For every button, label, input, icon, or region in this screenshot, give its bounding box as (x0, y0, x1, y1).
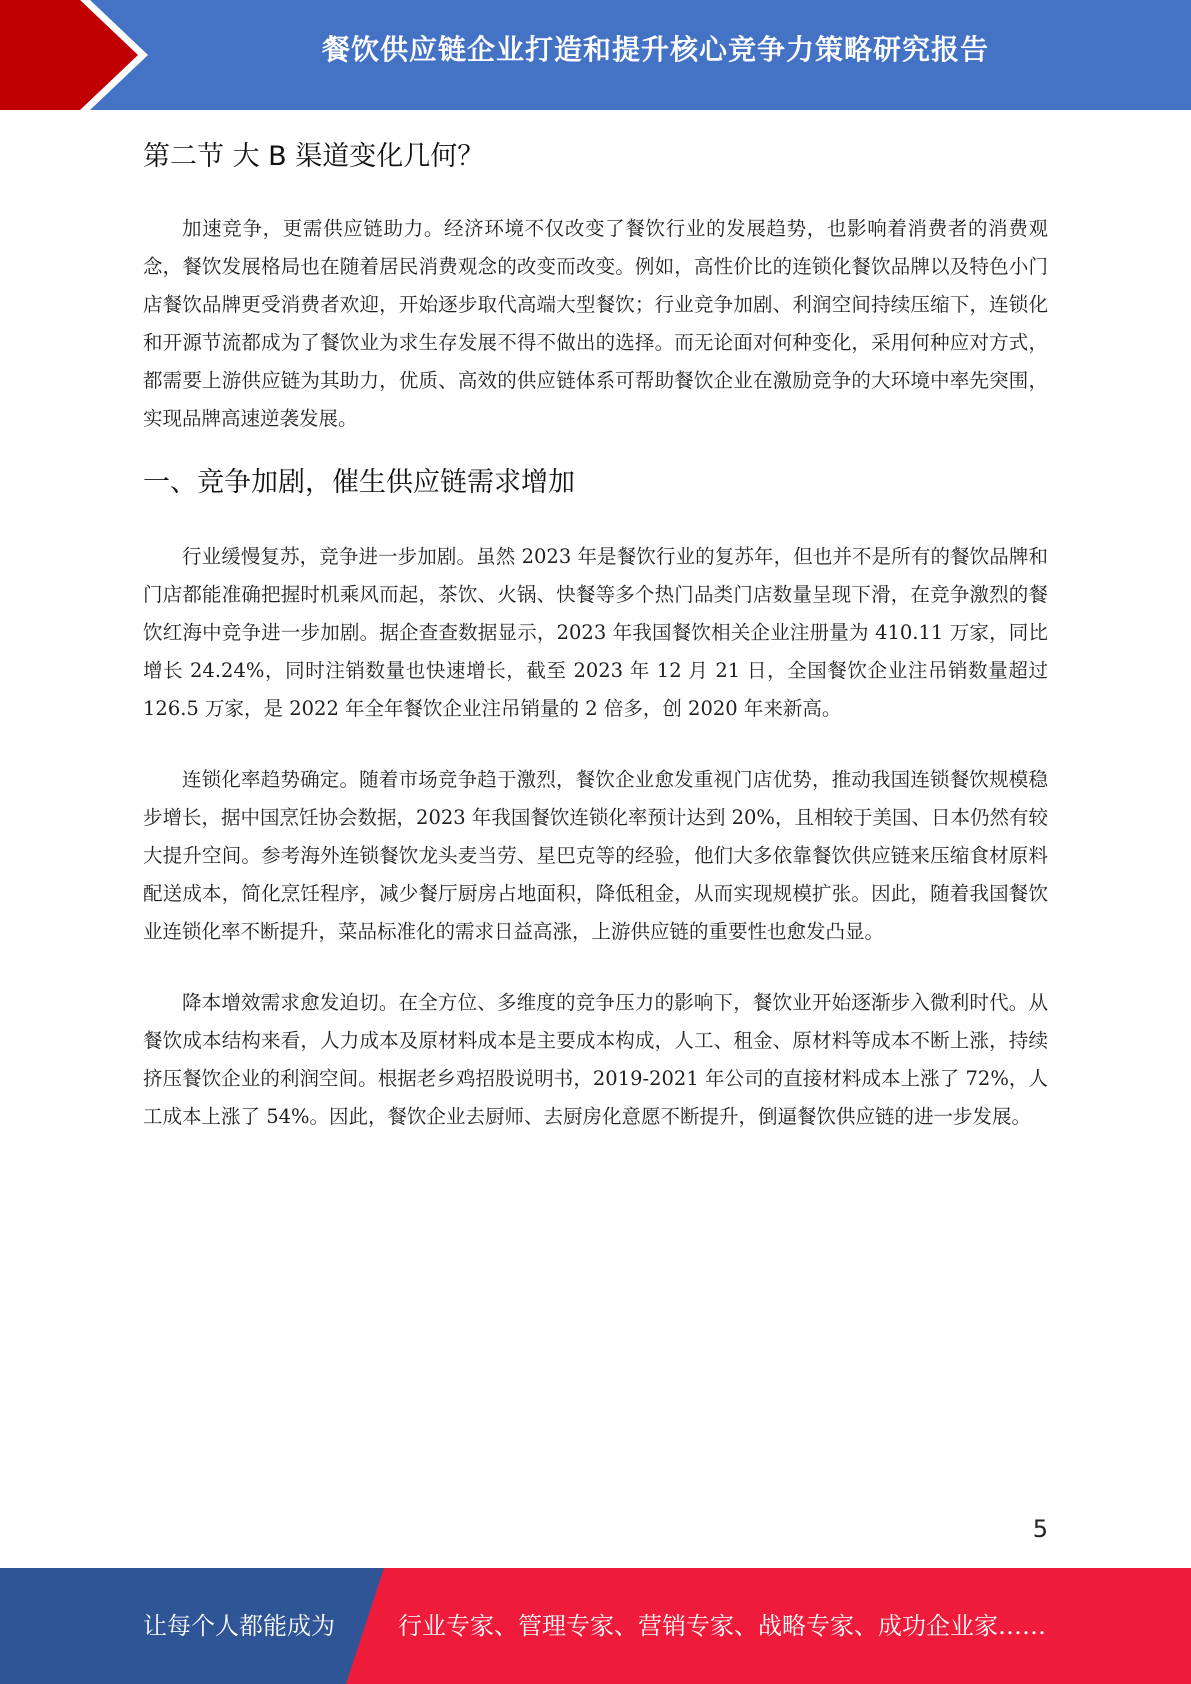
paragraph: 连锁化率趋势确定。随着市场竞争趋于激烈，餐饮企业愈发重视门店优势，推动我国连锁餐饮规模稳步增长，据中国烹饪协会数据，2023 年我国餐饮连锁化率预计达到 20%，且相较于美国、日本仍然有较大提升空间。参考海外连锁餐饮龙头麦当劳、星巴克等的经验，他们大多依靠餐饮供应链来压缩食材原料配送成本，简化烹饪程序，减少餐厅厨房占地面积，降低租金，从而实现规模扩张。因此，随着我国餐饮业连锁化率不断提升，菜品标准化的需求日益高涨，上游供应链的重要性也愈发凸显。 (143, 768, 1048, 943)
paragraph-intro: 加速竞争，更需供应链助力。经济环境不仅改变了餐饮行业的发展趋势，也影响着消费者的消费观念，餐饮发展格局也在随着居民消费观念的改变而改变。例如，高性价比的连锁化餐饮品牌以及特色小门店餐饮品牌更受消费者欢迎，开始逐步取代高端大型餐饮；行业竞争加剧、利润空间持续压缩下，连锁化和开源节流都成为了餐饮业为求生存发展不得不做出的选择。而无论面对何种变化，采用何种应对方式，都需要上游供应链为其助力，优质、高效的供应链体系可帮助餐饮企业在激励竞争的大环境中率先突围，实现品牌高速逆袭发展。 (143, 217, 1048, 430)
footer-slogan-left: 让每个人都能成为 (143, 1612, 335, 1640)
footer-slogan-right: 行业专家、管理专家、营销专家、战略专家、成功企业家…… (398, 1612, 1046, 1640)
main-content (143, 120, 1048, 1136)
subsection-title: 一、竞争加剧，催生供应链需求增加 (143, 467, 575, 498)
header-banner (0, 0, 1191, 110)
report-title: 餐饮供应链企业打造和提升核心竞争力策略研究报告 (321, 33, 989, 66)
section-title: 第二节 大 B 渠道变化几何？ (143, 141, 485, 172)
paragraph: 降本增效需求愈发迫切。在全方位、多维度的竞争压力的影响下，餐饮业开始逐渐步入微利时代。从餐饮成本结构来看，人力成本及原材料成本是主要成本构成，人工、租金、原材料等成本不断上涨，持续挤压餐饮企业的利润空间。根据老乡鸡招股说明书，2019-2021 年公司的直接材料成本上涨了 72%，人工成本上涨了 54%。因此，餐饮企业去厨师、去厨房化意愿不断提升，倒逼餐饮供应链的进一步发展。 (143, 991, 1048, 1128)
footer-banner (0, 1568, 1191, 1684)
paragraph: 行业缓慢复苏，竞争进一步加剧。虽然 2023 年是餐饮行业的复苏年，但也并不是所有的餐饮品牌和门店都能准确把握时机乘风而起，茶饮、火锅、快餐等多个热门品类门店数量呈现下滑，在竞争激烈的餐饮红海中竞争进一步加剧。据企查查数据显示，2023 年我国餐饮相关企业注册量为 410.11 万家，同比增长 24.24%，同时注销数量也快速增长，截至 2023 年 12 月 21 日，全国餐饮企业注吊销数量超过 126.5 万家，是 2022 年全年餐饮企业注吊销量的 2 倍多，创 2020 年来新高。 (143, 545, 1048, 720)
page-number: 5 (1032, 1515, 1048, 1543)
